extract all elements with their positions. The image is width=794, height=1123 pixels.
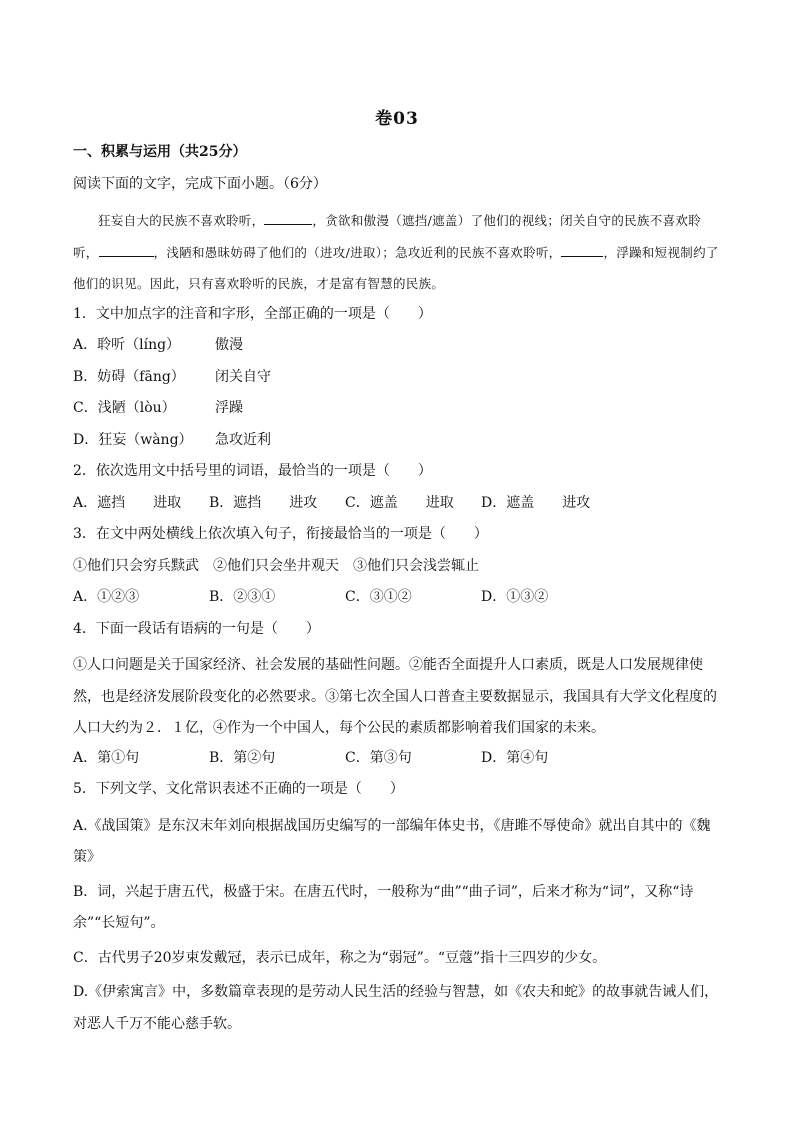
- question-1-option-d: [73, 430, 721, 450]
- question-3-stem: 3．在文中两处横线上依次填入句子，衔接最恰当的一项是（ ）: [73, 526, 488, 542]
- reading-passage: [73, 205, 721, 300]
- passage-part-4: ，浮躁和短视制约了他们的识见。因此，只有喜欢聆听的民族，才是富有智慧的民族。: [73, 244, 719, 291]
- option-c-term: 浮躁: [215, 400, 243, 416]
- question-4-options: [73, 748, 721, 768]
- option-a-word: A．聆听（líng）: [73, 337, 181, 353]
- passage-part-3: ，浅陋和愚昧妨碍了他们的（进攻/进取）；急攻近利的民族不喜欢聆听，: [153, 244, 562, 260]
- option-a-term: 傲漫: [215, 337, 243, 353]
- question-4-stem: 4．下面一段话有语病的一句是（ ）: [73, 620, 320, 637]
- question-4-paragraph: ①人口问题是关于国家经济、社会发展的基础性问题。②能否全面提升人口素质，既是人口发展规律使然，也是经济发展阶段变化的必然要求。③第七次全国人口普查主要数据显示，我国具有大学文化程度的人口大约为２．１亿，④作为一个中国人，每个公民的素质都影响着我们国家的未来。: [73, 657, 717, 736]
- q2-option-d: D．遮盖 进攻: [481, 494, 591, 511]
- blank-3: [561, 242, 603, 257]
- q2-option-b: B．遮挡 进攻: [209, 494, 318, 511]
- question-1-stem: 1．文中加点字的注音和字形，全部正确的一项是（ ）: [73, 305, 432, 322]
- question-1-option-c: [73, 398, 721, 418]
- q5-option-d: D.《伊索寓言》中，多数篇章表现的是劳动人民生活的经验与智慧，如《农夫和蛇》的故事就告诫人们，对恶人千万不能心慈手软。: [73, 984, 719, 1032]
- exam-content: [73, 142, 721, 1043]
- blank-1: [264, 210, 312, 225]
- option-d-term: 急攻近利: [215, 431, 271, 448]
- q5-option-c: C．古代男子20岁束发戴冠，表示已成年，称之为“弱冠”。“豆蔻”指十三四岁的少女。: [73, 949, 607, 966]
- q4-option-d: D．第④句: [481, 749, 549, 766]
- q3-option-c: C．③①②: [345, 589, 412, 605]
- question-3-sentences: ①他们只会穷兵黩武 ②他们只会坐井观天 ③他们只会浅尝辄止: [73, 557, 479, 574]
- page-title: 卷03: [375, 109, 419, 129]
- passage-part-1: 狂妄自大的民族不喜欢聆听，: [98, 213, 265, 228]
- section-heading: 一、积累与运用（共25分）: [73, 144, 247, 160]
- q3-option-b: B．②③①: [209, 589, 276, 605]
- q5-option-b: B．词，兴起于唐五代，极盛于宋。在唐五代时，一般称为“曲”“曲子词”，后来才称为“词”，又称“诗余”“长短句”。: [73, 883, 694, 931]
- q2-option-c: C．遮盖 进取: [345, 494, 454, 511]
- q4-option-b: B．第②句: [209, 749, 276, 766]
- question-2-stem: 2．依次选用文中括号里的词语，最恰当的一项是（ ）: [73, 463, 432, 479]
- question-3-options: [73, 587, 721, 607]
- q2-option-a: A．遮挡 进取: [73, 494, 182, 511]
- reading-instruction: 阅读下面的文字，完成下面小题。（6分）: [73, 175, 327, 192]
- q3-option-d: D．①③②: [481, 589, 549, 605]
- option-b-word: B．妨碍（fāng）: [73, 368, 185, 385]
- q4-option-c: C．第③句: [345, 749, 412, 766]
- option-c-word: C．浅陋（lòu）: [73, 400, 176, 416]
- q4-option-a: A．第①句: [73, 749, 140, 766]
- option-d-word: D．狂妄（wàng）: [73, 431, 193, 448]
- passage-part-2: ，贪欲和傲漫（遮挡/遮盖）了他们的视线；闭关自守的民族不喜欢聆听，: [73, 213, 701, 260]
- q3-option-a: A．①②③: [73, 589, 140, 605]
- question-5-stem: 5．下列文学、文化常识表述不正确的一项是（ ）: [73, 781, 404, 797]
- question-2-options: [73, 493, 721, 513]
- q5-option-a: A.《战国策》是东汉末年刘向根据战国历史编写的一部编年体史书，《唐雎不辱使命》就出自其中的《魏策》: [73, 817, 711, 865]
- blank-2: [99, 242, 154, 257]
- question-1-option-a: [73, 335, 721, 355]
- question-1-option-b: [73, 367, 721, 387]
- option-b-term: 闭关自守: [215, 368, 271, 385]
